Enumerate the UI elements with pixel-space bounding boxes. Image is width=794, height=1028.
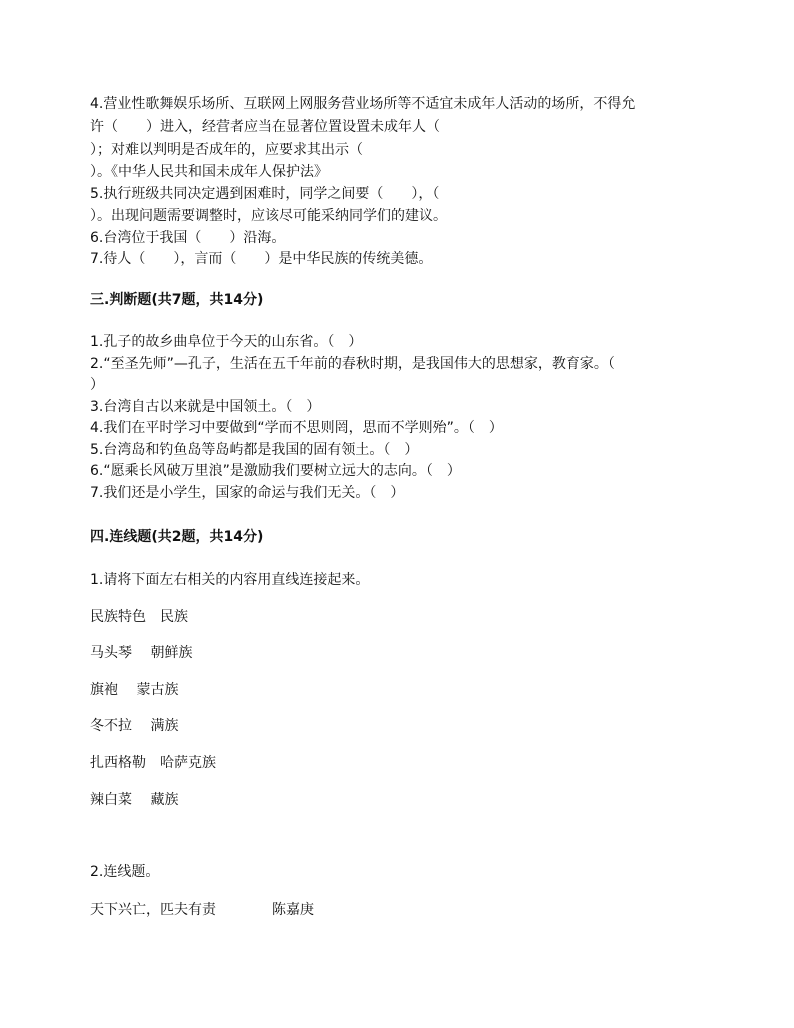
match-q1-prompt: 1.请将下面左右相关的内容用直线连接起来。 xyxy=(90,572,370,588)
section-heading-match: 四.连线题(共2题，共14分) xyxy=(90,529,264,545)
match-q1-row: 扎西格勒 哈萨克族 xyxy=(90,755,216,771)
judge-q4: 4.我们在平时学习中要做到“学而不思则罔，思而不学则殆”。（ ） xyxy=(90,420,503,436)
match-q2-prompt: 2.连线题。 xyxy=(90,864,160,880)
match-q1-row: 冬不拉 满族 xyxy=(90,718,179,734)
judge-q7: 7.我们还是小学生，国家的命运与我们无关。（ ） xyxy=(90,485,405,501)
fill-q4-line-1: 4.营业性歌舞娱乐场所、互联网上网服务营业场所等不适宜未成年人活动的场所，不得允 xyxy=(90,96,636,112)
match-q1-row: 旗袍 蒙古族 xyxy=(90,682,179,698)
fill-q7: 7.待人（ ），言而（ ）是中华民族的传统美德。 xyxy=(90,251,433,267)
fill-q4-line-3: ）；对难以判明是否成年的，应要求其出示（ xyxy=(90,142,363,158)
match-q1-row: 马头琴 朝鲜族 xyxy=(90,645,193,661)
fill-q5-line-1: 5.执行班级共同决定遇到困难时，同学之间要（ ），（ xyxy=(90,186,440,202)
judge-q6: 6.“愿乘长风破万里浪”是激励我们要树立远大的志向。（ ） xyxy=(90,463,461,479)
judge-q5: 5.台湾岛和钓鱼岛等岛屿都是我国的固有领土。（ ） xyxy=(90,442,419,458)
judge-q2-line-1: 2.“至圣先师”—孔子，生活在五千年前的春秋时期，是我国伟大的思想家，教育家。（ xyxy=(90,356,615,372)
fill-q5-line-2: ）。出现问题需要调整时，应该尽可能采纳同学们的建议。 xyxy=(90,208,447,224)
fill-q6: 6.台湾位于我国（ ）沿海。 xyxy=(90,230,286,246)
match-q1-row: 民族特色 民族 xyxy=(90,609,188,625)
fill-q4-line-2: 许（ ）进入，经营者应当在显著位置设置未成年人（ xyxy=(90,119,440,135)
match-q2-row: 天下兴亡，匹夫有责 陈嘉庚 xyxy=(90,902,314,918)
match-q1-row: 辣白菜 藏族 xyxy=(90,792,179,808)
section-heading-judge: 三.判断题(共7题，共14分) xyxy=(90,292,264,308)
judge-q3: 3.台湾自古以来就是中国领土。（ ） xyxy=(90,399,321,415)
judge-q1: 1.孔子的故乡曲阜位于今天的山东省。（ ） xyxy=(90,334,363,350)
judge-q2-line-2: ） xyxy=(90,377,104,393)
fill-q4-line-4: ）。《中华人民共和国未成年人保护法》 xyxy=(90,164,328,180)
